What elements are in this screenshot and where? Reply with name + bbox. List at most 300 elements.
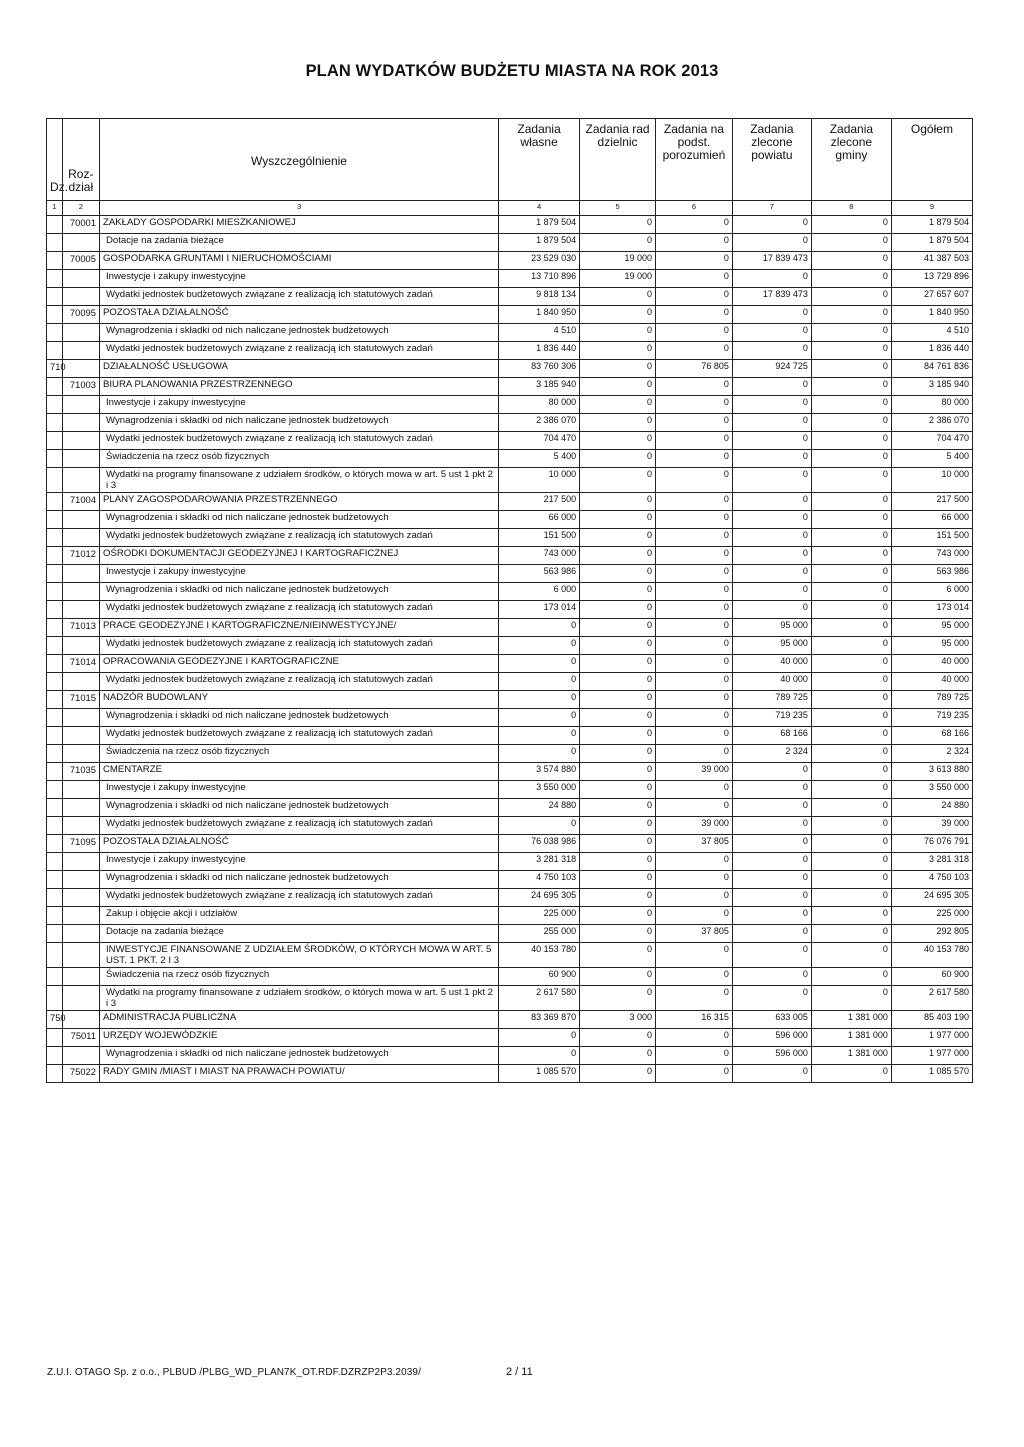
cell-rozdzial: 71004 bbox=[62, 493, 99, 511]
cell-zadania-powiatu: 789 725 bbox=[732, 691, 811, 709]
cell-dzial bbox=[47, 432, 63, 450]
cell-zadania-gminy: 0 bbox=[811, 986, 891, 1011]
cell-dzial bbox=[47, 691, 63, 709]
cell-zadania-wlasne: 217 500 bbox=[499, 493, 580, 511]
cell-zadania-porozumien: 0 bbox=[655, 529, 732, 547]
cell-zadania-porozumien: 0 bbox=[655, 396, 732, 414]
cell-zadania-wlasne: 24 695 305 bbox=[499, 889, 580, 907]
cell-rozdzial: 71012 bbox=[62, 547, 99, 565]
cell-rozdzial: 71013 bbox=[62, 619, 99, 637]
cell-zadania-rad: 0 bbox=[580, 468, 656, 493]
cell-zadania-wlasne: 0 bbox=[499, 673, 580, 691]
cell-zadania-powiatu: 0 bbox=[732, 817, 811, 835]
table-row bbox=[47, 637, 973, 655]
cell-zadania-rad: 19 000 bbox=[580, 252, 656, 270]
cell-ogolem: 217 500 bbox=[891, 493, 972, 511]
cell-zadania-wlasne: 24 880 bbox=[499, 799, 580, 817]
cell-zadania-porozumien: 0 bbox=[655, 637, 732, 655]
cell-dzial bbox=[47, 763, 63, 781]
cell-zadania-wlasne: 2 617 580 bbox=[499, 986, 580, 1011]
cell-dzial bbox=[47, 925, 63, 943]
cell-dzial bbox=[47, 547, 63, 565]
cell-zadania-powiatu: 0 bbox=[732, 529, 811, 547]
table-row bbox=[47, 986, 973, 1011]
column-number: 2 bbox=[62, 201, 99, 216]
cell-zadania-porozumien: 0 bbox=[655, 943, 732, 968]
table-row bbox=[47, 799, 973, 817]
cell-zadania-powiatu: 40 000 bbox=[732, 673, 811, 691]
cell-zadania-gminy: 0 bbox=[811, 968, 891, 986]
table-row bbox=[47, 529, 973, 547]
cell-ogolem: 789 725 bbox=[891, 691, 972, 709]
cell-zadania-porozumien: 0 bbox=[655, 511, 732, 529]
table-row bbox=[47, 925, 973, 943]
cell-zadania-powiatu: 0 bbox=[732, 414, 811, 432]
cell-zadania-porozumien: 0 bbox=[655, 378, 732, 396]
cell-zadania-porozumien: 76 805 bbox=[655, 360, 732, 378]
cell-dzial bbox=[47, 986, 63, 1011]
cell-zadania-rad: 0 bbox=[580, 943, 656, 968]
cell-ogolem: 95 000 bbox=[891, 637, 972, 655]
table-row bbox=[47, 1065, 973, 1083]
cell-zadania-gminy: 0 bbox=[811, 324, 891, 342]
cell-wyszczegolnienie: URZĘDY WOJEWÓDZKIE bbox=[99, 1029, 498, 1047]
cell-wyszczegolnienie: PRACE GEODEZYJNE I KARTOGRAFICZNE/NIEINWESTYCYJNE/ bbox=[99, 619, 498, 637]
cell-zadania-powiatu: 0 bbox=[732, 270, 811, 288]
budget-table bbox=[46, 118, 973, 1083]
cell-zadania-wlasne: 83 760 306 bbox=[499, 360, 580, 378]
cell-zadania-wlasne: 0 bbox=[499, 1029, 580, 1047]
cell-ogolem: 173 014 bbox=[891, 601, 972, 619]
table-row bbox=[47, 835, 973, 853]
cell-zadania-powiatu: 0 bbox=[732, 234, 811, 252]
cell-dzial bbox=[47, 943, 63, 968]
cell-zadania-porozumien: 0 bbox=[655, 1047, 732, 1065]
cell-zadania-powiatu: 0 bbox=[732, 889, 811, 907]
cell-rozdzial bbox=[62, 565, 99, 583]
table-row bbox=[47, 655, 973, 673]
cell-zadania-powiatu: 633 005 bbox=[732, 1011, 811, 1029]
table-row bbox=[47, 673, 973, 691]
cell-ogolem: 27 657 607 bbox=[891, 288, 972, 306]
table-row bbox=[47, 691, 973, 709]
cell-zadania-rad: 0 bbox=[580, 216, 656, 234]
cell-zadania-wlasne: 0 bbox=[499, 691, 580, 709]
cell-zadania-gminy: 0 bbox=[811, 396, 891, 414]
column-number: 4 bbox=[499, 201, 580, 216]
cell-zadania-rad: 0 bbox=[580, 234, 656, 252]
cell-dzial bbox=[47, 396, 63, 414]
cell-zadania-porozumien: 0 bbox=[655, 450, 732, 468]
cell-zadania-wlasne: 1 879 504 bbox=[499, 216, 580, 234]
cell-rozdzial bbox=[62, 968, 99, 986]
cell-zadania-wlasne: 0 bbox=[499, 709, 580, 727]
cell-wyszczegolnienie: Wydatki na programy finansowane z udziałem środków, o których mowa w art. 5 ust 1 pkt 2 i 3 bbox=[99, 468, 498, 493]
header-zadania-powiatu: Zadania zlecone powiatu bbox=[732, 119, 811, 201]
cell-ogolem: 225 000 bbox=[891, 907, 972, 925]
cell-zadania-powiatu: 924 725 bbox=[732, 360, 811, 378]
cell-zadania-powiatu: 719 235 bbox=[732, 709, 811, 727]
cell-zadania-wlasne: 40 153 780 bbox=[499, 943, 580, 968]
cell-zadania-gminy: 0 bbox=[811, 216, 891, 234]
cell-dzial bbox=[47, 270, 63, 288]
cell-zadania-wlasne: 0 bbox=[499, 619, 580, 637]
cell-zadania-wlasne: 76 038 986 bbox=[499, 835, 580, 853]
cell-zadania-gminy: 0 bbox=[811, 414, 891, 432]
cell-wyszczegolnienie: Wydatki jednostek budżetowych związane z realizacją ich statutowych zadań bbox=[99, 673, 498, 691]
column-number: 3 bbox=[99, 201, 498, 216]
cell-rozdzial bbox=[62, 1011, 99, 1029]
cell-ogolem: 41 387 503 bbox=[891, 252, 972, 270]
cell-dzial bbox=[47, 853, 63, 871]
cell-zadania-gminy: 0 bbox=[811, 943, 891, 968]
cell-zadania-gminy: 1 381 000 bbox=[811, 1011, 891, 1029]
cell-zadania-rad: 19 000 bbox=[580, 270, 656, 288]
cell-zadania-gminy: 0 bbox=[811, 691, 891, 709]
cell-zadania-rad: 0 bbox=[580, 853, 656, 871]
cell-zadania-wlasne: 5 400 bbox=[499, 450, 580, 468]
table-row bbox=[47, 216, 973, 234]
cell-dzial bbox=[47, 968, 63, 986]
cell-wyszczegolnienie: Wynagrodzenia i składki od nich naliczane jednostek budżetowych bbox=[99, 511, 498, 529]
cell-zadania-wlasne: 1 840 950 bbox=[499, 306, 580, 324]
cell-zadania-porozumien: 37 805 bbox=[655, 925, 732, 943]
cell-zadania-gminy: 0 bbox=[811, 817, 891, 835]
cell-zadania-wlasne: 0 bbox=[499, 745, 580, 763]
cell-zadania-gminy: 0 bbox=[811, 234, 891, 252]
cell-rozdzial bbox=[62, 342, 99, 360]
cell-zadania-rad: 0 bbox=[580, 986, 656, 1011]
cell-ogolem: 76 076 791 bbox=[891, 835, 972, 853]
cell-zadania-wlasne: 255 000 bbox=[499, 925, 580, 943]
cell-zadania-porozumien: 0 bbox=[655, 986, 732, 1011]
cell-zadania-wlasne: 6 000 bbox=[499, 583, 580, 601]
cell-zadania-porozumien: 0 bbox=[655, 799, 732, 817]
cell-ogolem: 292 805 bbox=[891, 925, 972, 943]
table-row bbox=[47, 324, 973, 342]
cell-zadania-gminy: 0 bbox=[811, 252, 891, 270]
cell-zadania-rad: 0 bbox=[580, 968, 656, 986]
cell-zadania-porozumien: 0 bbox=[655, 889, 732, 907]
cell-rozdzial bbox=[62, 799, 99, 817]
cell-zadania-rad: 0 bbox=[580, 306, 656, 324]
footer-source: Z.U.I. OTAGO Sp. z o.o., PLBUD /PLBG_WD_PLAN7K_OT.RDF.DZRZP2P3.2039/ bbox=[47, 1367, 421, 1378]
column-number: 8 bbox=[811, 201, 891, 216]
cell-ogolem: 1 879 504 bbox=[891, 216, 972, 234]
cell-zadania-porozumien: 0 bbox=[655, 306, 732, 324]
cell-zadania-powiatu: 0 bbox=[732, 799, 811, 817]
cell-rozdzial bbox=[62, 601, 99, 619]
cell-zadania-porozumien: 0 bbox=[655, 1065, 732, 1083]
cell-dzial bbox=[47, 601, 63, 619]
cell-zadania-gminy: 0 bbox=[811, 378, 891, 396]
cell-zadania-porozumien: 0 bbox=[655, 781, 732, 799]
cell-zadania-powiatu: 95 000 bbox=[732, 637, 811, 655]
header-zadania-rad: Zadania rad dzielnic bbox=[580, 119, 656, 201]
cell-zadania-powiatu: 0 bbox=[732, 943, 811, 968]
cell-zadania-wlasne: 23 529 030 bbox=[499, 252, 580, 270]
cell-zadania-rad: 0 bbox=[580, 781, 656, 799]
cell-ogolem: 6 000 bbox=[891, 583, 972, 601]
cell-zadania-gminy: 0 bbox=[811, 727, 891, 745]
cell-ogolem: 84 761 836 bbox=[891, 360, 972, 378]
cell-zadania-porozumien: 0 bbox=[655, 252, 732, 270]
cell-dzial bbox=[47, 234, 63, 252]
cell-zadania-wlasne: 2 386 070 bbox=[499, 414, 580, 432]
cell-zadania-rad: 0 bbox=[580, 1029, 656, 1047]
cell-zadania-gminy: 0 bbox=[811, 583, 891, 601]
cell-ogolem: 4 510 bbox=[891, 324, 972, 342]
cell-zadania-porozumien: 0 bbox=[655, 727, 732, 745]
cell-zadania-powiatu: 0 bbox=[732, 324, 811, 342]
cell-wyszczegolnienie: OŚRODKI DOKUMENTACJI GEODEZYJNEJ I KARTOGRAFICZNEJ bbox=[99, 547, 498, 565]
cell-rozdzial bbox=[62, 396, 99, 414]
cell-zadania-porozumien: 0 bbox=[655, 468, 732, 493]
cell-zadania-powiatu: 68 166 bbox=[732, 727, 811, 745]
table-body bbox=[47, 216, 973, 1083]
cell-zadania-wlasne: 66 000 bbox=[499, 511, 580, 529]
table-row bbox=[47, 817, 973, 835]
table-row bbox=[47, 745, 973, 763]
cell-wyszczegolnienie: Inwestycje i zakupy inwestycyjne bbox=[99, 781, 498, 799]
cell-zadania-gminy: 0 bbox=[811, 432, 891, 450]
cell-zadania-rad: 0 bbox=[580, 511, 656, 529]
cell-rozdzial: 70001 bbox=[62, 216, 99, 234]
cell-rozdzial bbox=[62, 324, 99, 342]
cell-zadania-powiatu: 0 bbox=[732, 450, 811, 468]
cell-wyszczegolnienie: Świadczenia na rzecz osób fizycznych bbox=[99, 450, 498, 468]
cell-zadania-gminy: 0 bbox=[811, 270, 891, 288]
cell-wyszczegolnienie: Wynagrodzenia i składki od nich naliczane jednostek budżetowych bbox=[99, 709, 498, 727]
table-row bbox=[47, 547, 973, 565]
cell-ogolem: 3 550 000 bbox=[891, 781, 972, 799]
cell-ogolem: 40 000 bbox=[891, 673, 972, 691]
cell-zadania-gminy: 0 bbox=[811, 288, 891, 306]
cell-zadania-gminy: 0 bbox=[811, 511, 891, 529]
cell-ogolem: 10 000 bbox=[891, 468, 972, 493]
table-row bbox=[47, 853, 973, 871]
cell-zadania-rad: 0 bbox=[580, 288, 656, 306]
column-number: 5 bbox=[580, 201, 656, 216]
cell-zadania-gminy: 0 bbox=[811, 907, 891, 925]
cell-ogolem: 2 617 580 bbox=[891, 986, 972, 1011]
cell-zadania-rad: 0 bbox=[580, 1065, 656, 1083]
cell-zadania-gminy: 0 bbox=[811, 745, 891, 763]
cell-dzial bbox=[47, 619, 63, 637]
cell-ogolem: 85 403 190 bbox=[891, 1011, 972, 1029]
cell-zadania-rad: 0 bbox=[580, 529, 656, 547]
cell-ogolem: 3 185 940 bbox=[891, 378, 972, 396]
cell-zadania-rad: 0 bbox=[580, 432, 656, 450]
header-ogolem: Ogółem bbox=[891, 119, 972, 201]
cell-zadania-gminy: 0 bbox=[811, 619, 891, 637]
cell-zadania-wlasne: 3 185 940 bbox=[499, 378, 580, 396]
cell-dzial: 710 bbox=[47, 360, 63, 378]
cell-dzial bbox=[47, 529, 63, 547]
cell-wyszczegolnienie: Wynagrodzenia i składki od nich naliczane jednostek budżetowych bbox=[99, 583, 498, 601]
cell-wyszczegolnienie: DZIAŁALNOŚĆ USŁUGOWA bbox=[99, 360, 498, 378]
cell-zadania-rad: 0 bbox=[580, 637, 656, 655]
cell-zadania-gminy: 0 bbox=[811, 342, 891, 360]
cell-dzial bbox=[47, 511, 63, 529]
column-number: 7 bbox=[732, 201, 811, 216]
cell-dzial bbox=[47, 781, 63, 799]
cell-ogolem: 80 000 bbox=[891, 396, 972, 414]
cell-dzial bbox=[47, 727, 63, 745]
cell-dzial bbox=[47, 835, 63, 853]
cell-dzial bbox=[47, 414, 63, 432]
cell-zadania-rad: 0 bbox=[580, 925, 656, 943]
cell-ogolem: 5 400 bbox=[891, 450, 972, 468]
cell-zadania-powiatu: 0 bbox=[732, 835, 811, 853]
cell-wyszczegolnienie: BIURA PLANOWANIA PRZESTRZENNEGO bbox=[99, 378, 498, 396]
cell-zadania-powiatu: 0 bbox=[732, 853, 811, 871]
cell-zadania-powiatu: 0 bbox=[732, 396, 811, 414]
cell-zadania-wlasne: 151 500 bbox=[499, 529, 580, 547]
cell-zadania-powiatu: 0 bbox=[732, 342, 811, 360]
cell-zadania-porozumien: 0 bbox=[655, 324, 732, 342]
cell-zadania-powiatu: 596 000 bbox=[732, 1047, 811, 1065]
cell-zadania-powiatu: 0 bbox=[732, 986, 811, 1011]
cell-zadania-rad: 0 bbox=[580, 565, 656, 583]
cell-zadania-wlasne: 0 bbox=[499, 655, 580, 673]
cell-rozdzial bbox=[62, 817, 99, 835]
cell-wyszczegolnienie: Wydatki jednostek budżetowych związane z realizacją ich statutowych zadań bbox=[99, 889, 498, 907]
cell-ogolem: 1 879 504 bbox=[891, 234, 972, 252]
cell-zadania-wlasne: 83 369 870 bbox=[499, 1011, 580, 1029]
table-row bbox=[47, 565, 973, 583]
cell-zadania-rad: 0 bbox=[580, 889, 656, 907]
cell-dzial bbox=[47, 252, 63, 270]
cell-zadania-wlasne: 4 510 bbox=[499, 324, 580, 342]
cell-zadania-porozumien: 0 bbox=[655, 968, 732, 986]
cell-dzial bbox=[47, 493, 63, 511]
cell-rozdzial bbox=[62, 673, 99, 691]
cell-zadania-gminy: 1 381 000 bbox=[811, 1029, 891, 1047]
cell-ogolem: 1 836 440 bbox=[891, 342, 972, 360]
cell-wyszczegolnienie: Świadczenia na rzecz osób fizycznych bbox=[99, 968, 498, 986]
cell-ogolem: 2 324 bbox=[891, 745, 972, 763]
cell-zadania-wlasne: 13 710 896 bbox=[499, 270, 580, 288]
cell-rozdzial bbox=[62, 468, 99, 493]
cell-zadania-wlasne: 0 bbox=[499, 817, 580, 835]
cell-zadania-rad: 0 bbox=[580, 342, 656, 360]
cell-zadania-porozumien: 0 bbox=[655, 691, 732, 709]
cell-zadania-wlasne: 0 bbox=[499, 1047, 580, 1065]
cell-dzial bbox=[47, 907, 63, 925]
cell-zadania-rad: 0 bbox=[580, 619, 656, 637]
table-row bbox=[47, 781, 973, 799]
cell-zadania-gminy: 0 bbox=[811, 493, 891, 511]
cell-zadania-porozumien: 0 bbox=[655, 414, 732, 432]
cell-zadania-rad: 0 bbox=[580, 547, 656, 565]
header-zadania-porozumien: Zadania na podst. porozumień bbox=[655, 119, 732, 201]
table-row bbox=[47, 889, 973, 907]
cell-zadania-porozumien: 0 bbox=[655, 432, 732, 450]
cell-rozdzial bbox=[62, 270, 99, 288]
cell-rozdzial bbox=[62, 450, 99, 468]
cell-zadania-powiatu: 2 324 bbox=[732, 745, 811, 763]
table-row bbox=[47, 270, 973, 288]
table-row bbox=[47, 763, 973, 781]
cell-rozdzial bbox=[62, 727, 99, 745]
header-zadania-gminy: Zadania zlecone gminy bbox=[811, 119, 891, 201]
cell-zadania-powiatu: 17 839 473 bbox=[732, 252, 811, 270]
table-row bbox=[47, 727, 973, 745]
header-dz: Dz. bbox=[47, 119, 63, 201]
table-row bbox=[47, 493, 973, 511]
cell-zadania-rad: 0 bbox=[580, 709, 656, 727]
cell-zadania-porozumien: 0 bbox=[655, 493, 732, 511]
cell-rozdzial bbox=[62, 583, 99, 601]
table-header bbox=[47, 119, 973, 216]
cell-dzial bbox=[47, 342, 63, 360]
cell-zadania-wlasne: 1 836 440 bbox=[499, 342, 580, 360]
cell-ogolem: 40 153 780 bbox=[891, 943, 972, 968]
cell-rozdzial bbox=[62, 511, 99, 529]
table-row bbox=[47, 871, 973, 889]
cell-zadania-wlasne: 3 281 318 bbox=[499, 853, 580, 871]
cell-wyszczegolnienie: Dotacje na zadania bieżące bbox=[99, 925, 498, 943]
footer-page-number: 2 / 11 bbox=[506, 1366, 533, 1378]
cell-rozdzial bbox=[62, 234, 99, 252]
table-row bbox=[47, 943, 973, 968]
cell-dzial bbox=[47, 745, 63, 763]
cell-zadania-rad: 0 bbox=[580, 871, 656, 889]
cell-ogolem: 66 000 bbox=[891, 511, 972, 529]
cell-dzial bbox=[47, 468, 63, 493]
cell-zadania-gminy: 0 bbox=[811, 529, 891, 547]
table-row bbox=[47, 1029, 973, 1047]
cell-dzial bbox=[47, 655, 63, 673]
cell-wyszczegolnienie: Wydatki jednostek budżetowych związane z realizacją ich statutowych zadań bbox=[99, 529, 498, 547]
cell-dzial bbox=[47, 450, 63, 468]
cell-ogolem: 563 986 bbox=[891, 565, 972, 583]
cell-ogolem: 1 085 570 bbox=[891, 1065, 972, 1083]
cell-wyszczegolnienie: CMENTARZE bbox=[99, 763, 498, 781]
cell-zadania-gminy: 0 bbox=[811, 673, 891, 691]
table-row bbox=[47, 1047, 973, 1065]
cell-zadania-gminy: 0 bbox=[811, 450, 891, 468]
cell-zadania-porozumien: 0 bbox=[655, 1029, 732, 1047]
cell-rozdzial bbox=[62, 1047, 99, 1065]
cell-zadania-powiatu: 0 bbox=[732, 511, 811, 529]
cell-rozdzial bbox=[62, 709, 99, 727]
cell-zadania-porozumien: 0 bbox=[655, 673, 732, 691]
cell-rozdzial: 71003 bbox=[62, 378, 99, 396]
cell-zadania-powiatu: 40 000 bbox=[732, 655, 811, 673]
cell-zadania-gminy: 0 bbox=[811, 565, 891, 583]
cell-zadania-powiatu: 0 bbox=[732, 565, 811, 583]
cell-zadania-rad: 0 bbox=[580, 360, 656, 378]
table-row bbox=[47, 234, 973, 252]
cell-zadania-powiatu: 0 bbox=[732, 781, 811, 799]
cell-ogolem: 3 613 880 bbox=[891, 763, 972, 781]
table-row bbox=[47, 252, 973, 270]
cell-wyszczegolnienie: Inwestycje i zakupy inwestycyjne bbox=[99, 270, 498, 288]
cell-zadania-gminy: 0 bbox=[811, 709, 891, 727]
table-row bbox=[47, 709, 973, 727]
cell-ogolem: 60 900 bbox=[891, 968, 972, 986]
cell-zadania-porozumien: 0 bbox=[655, 565, 732, 583]
cell-zadania-wlasne: 0 bbox=[499, 727, 580, 745]
cell-zadania-powiatu: 17 839 473 bbox=[732, 288, 811, 306]
cell-zadania-powiatu: 0 bbox=[732, 216, 811, 234]
cell-dzial bbox=[47, 288, 63, 306]
cell-dzial bbox=[47, 324, 63, 342]
cell-zadania-wlasne: 4 750 103 bbox=[499, 871, 580, 889]
cell-ogolem: 39 000 bbox=[891, 817, 972, 835]
